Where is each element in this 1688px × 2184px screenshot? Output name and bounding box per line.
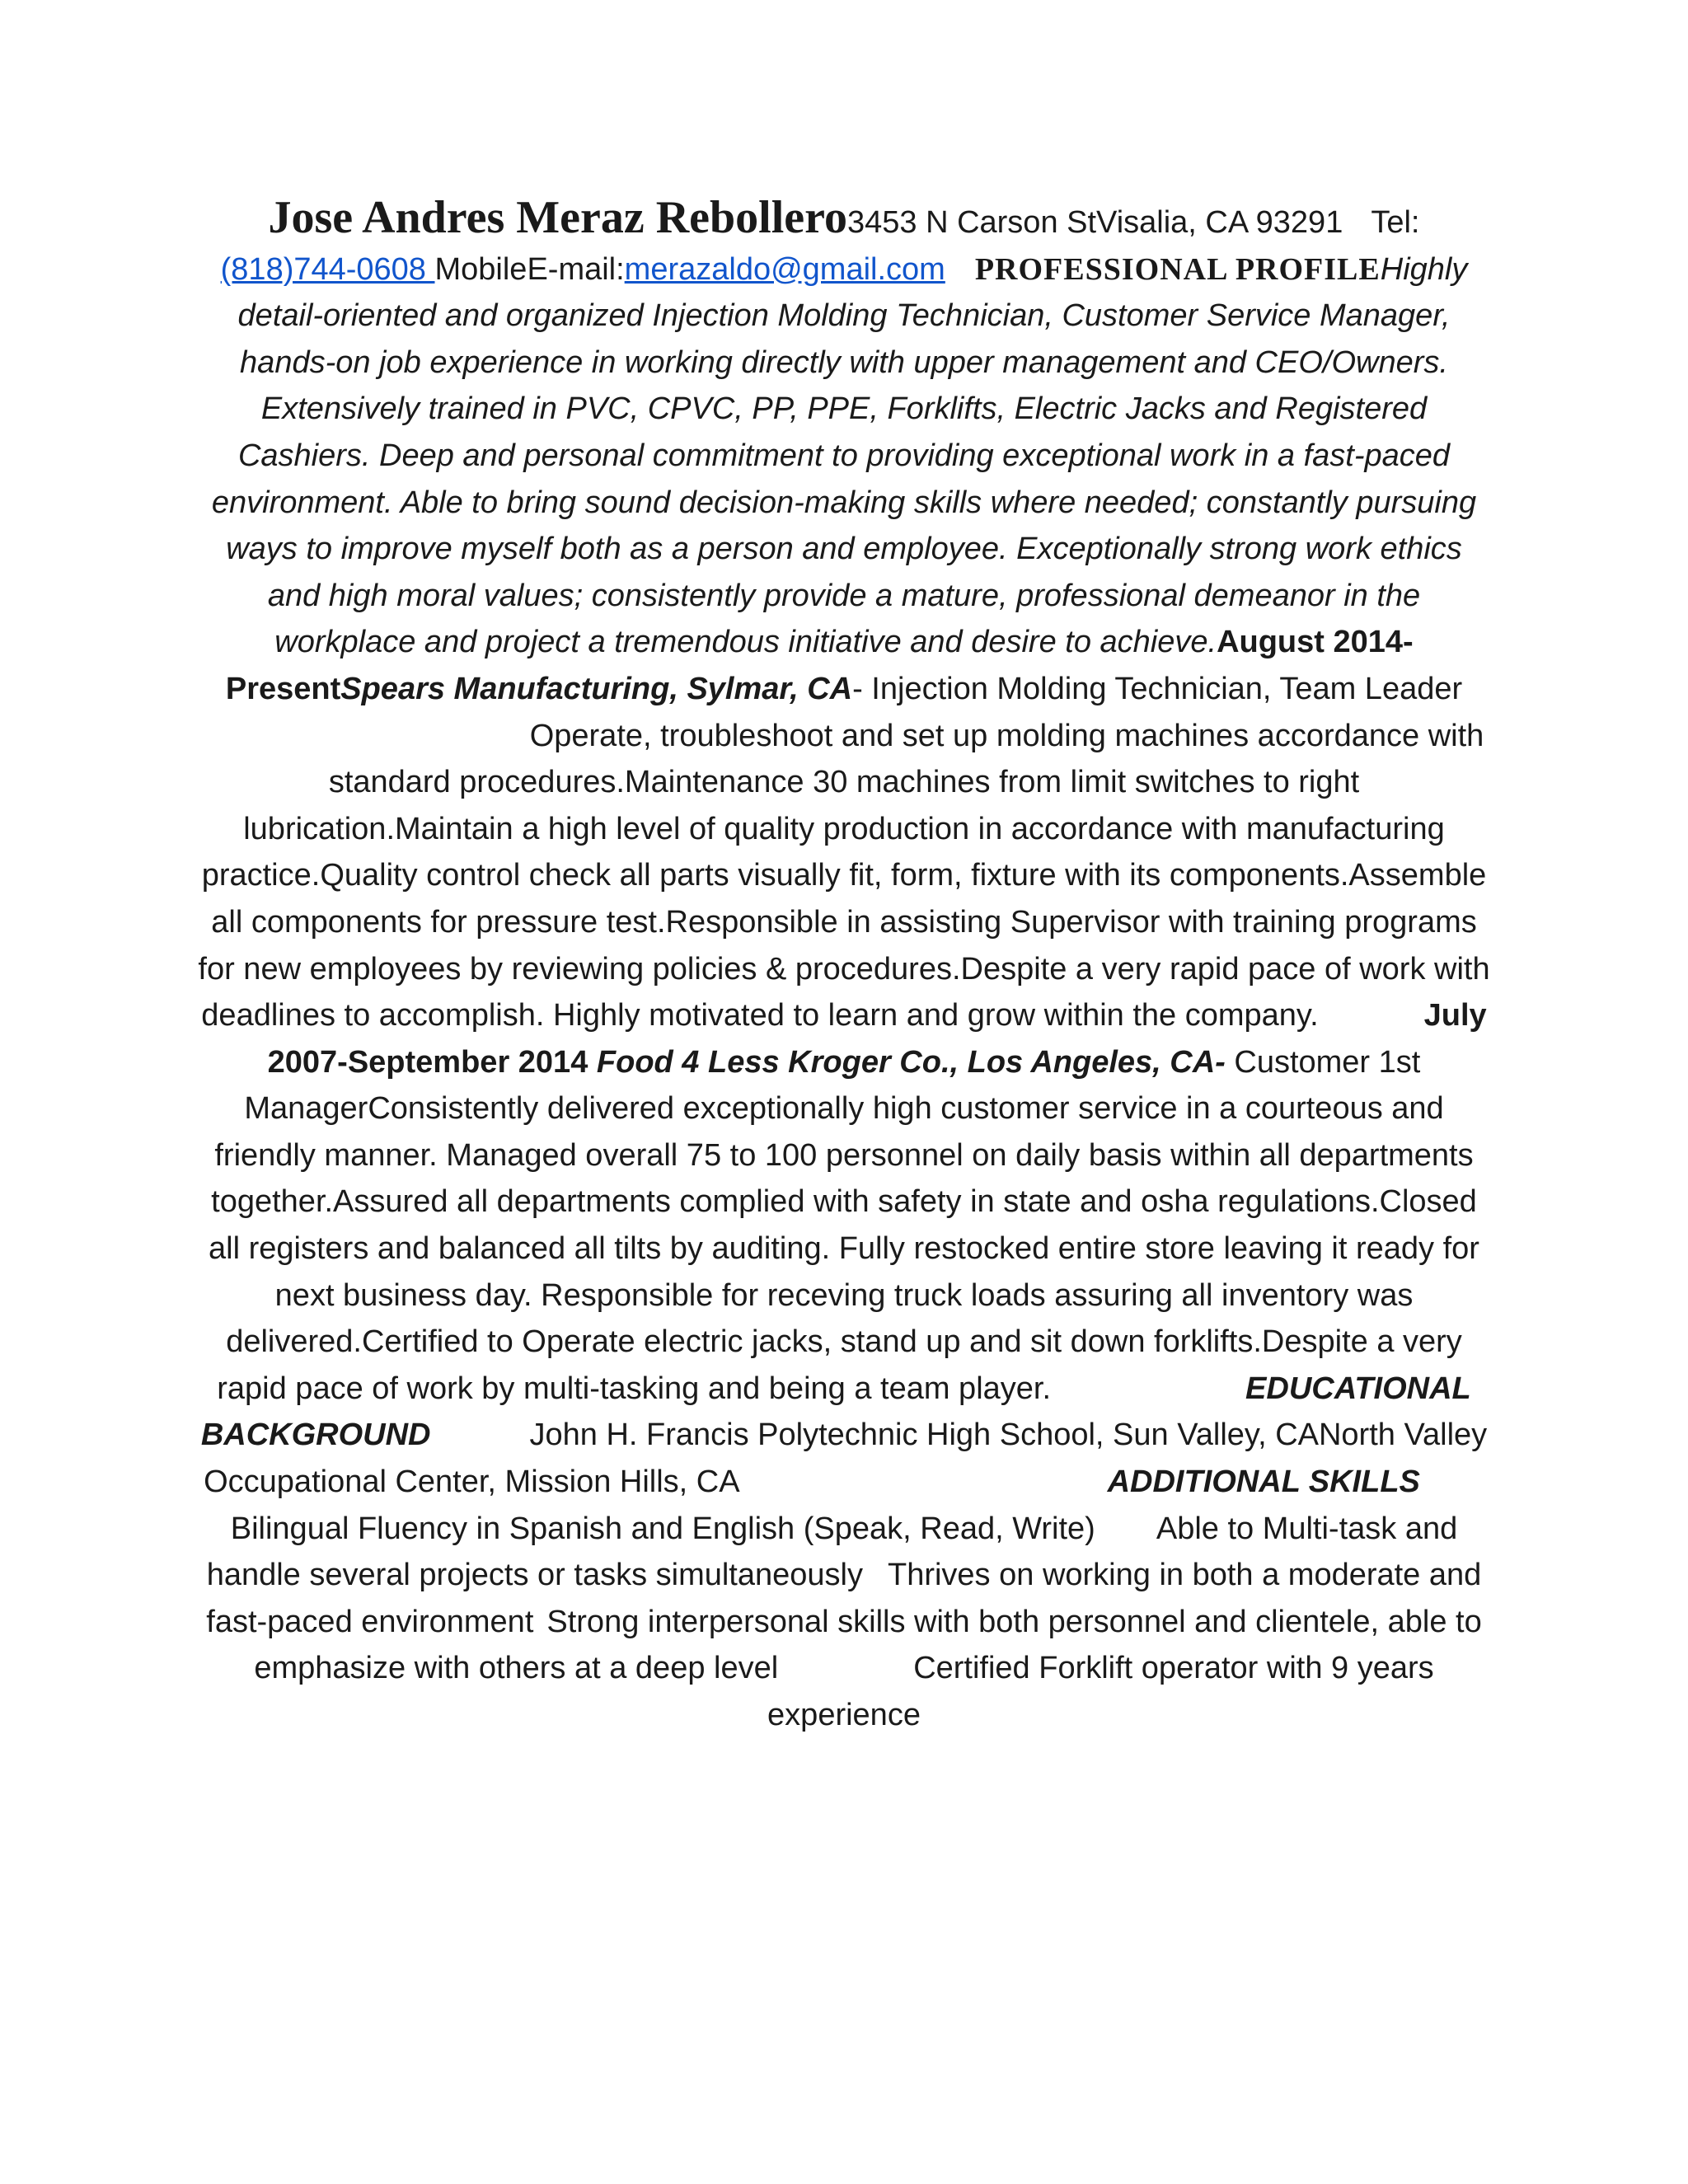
job-1-duties: Operate, troubleshoot and set up molding machines accordance with standard procedures.Maintenance 30 machines from limit switches to right lubrication.Maintain a high level of quality production in accordance with manufacturing practice.Quality control check all parts visually fit, form, fixture with its components.Assemble all components for pressure test.Responsible in assisting Supervisor with training programs for new employees by reviewing policies & procedures.Despite a very rapid pace of work with deadlines to accomplish. Highly motivated to learn and grow within the company. (198, 718, 1490, 1033)
job-1-dates: August 2014- Present (225, 625, 1414, 706)
resume-document (198, 194, 1490, 1739)
phone-suffix: MobileE-mail: (434, 251, 625, 287)
skill-item: Certified Forklift operator with 9 years experience (767, 1651, 1434, 1732)
job-1-company: Spears Manufacturing, Sylmar, CA (340, 671, 853, 706)
education-school-2: North Valley Occupational Center, Mission Hills, CA (204, 1418, 1488, 1500)
education-school-1: John H. Francis Polytechnic High School, Sun Valley, CA (529, 1418, 1319, 1453)
profile-text: Highly detail-oriented and organized Injection Molding Technician, Customer Service Manager, hands-on job experience in working directly with upper management and CEO/Owners. Extensively trained in PVC, CPVC, PP, PPE, Forklifts, Electric Jacks and Registered Cashiers. Deep and personal commitment to providing exceptional work in a fast-paced environment. Able to bring sound decision-making skills where needed; constantly pursuing ways to improve myself both as a person and employee. Exceptionally strong work ethics and high moral values; consistently provide a mature, professional demeanor in the workplace and project a tremendous initiative and desire to achieve. (211, 251, 1477, 660)
tel-label: Tel: (1371, 205, 1420, 240)
skill-item: Bilingual Fluency in Spanish and English (Speak, Read, Write) (230, 1511, 1095, 1546)
skills-heading: ADDITIONAL SKILLS (1107, 1465, 1420, 1500)
profile-heading: PROFESSIONAL PROFILE (974, 251, 1381, 287)
applicant-name: Jose Andres Meraz Rebollero (268, 192, 847, 243)
phone-link[interactable]: (818)744-0608 (220, 251, 435, 287)
email-link[interactable]: merazaldo@gmail.com (624, 251, 945, 287)
skill-item: Thrives on working in both a moderate and fast-paced environment (206, 1558, 1482, 1639)
job-1-role: - Injection Molding Technician, Team Leader (852, 671, 1463, 706)
job-2-dates: July 2007-September 2014 (267, 998, 1487, 1080)
education-heading: EDUCATIONAL BACKGROUND (200, 1371, 1471, 1453)
job-2-company: Food 4 Less Kroger Co., Los Angeles, CA- (596, 1044, 1226, 1080)
skill-item: Able to Multi-task and handle several projects or tasks simultaneously (206, 1511, 1458, 1593)
address: 3453 N Carson StVisalia, CA 93291 (846, 205, 1343, 240)
job-2-duties: Consistently delivered exceptionally high customer service in a courteous and friendly manner. Managed overall 75 to 100 personnel on daily basis within all departments together.Assured all departments complied with safety in state and osha regulations.Closed all registers and balanced all tilts by auditing. Fully restocked entire store leaving it ready for next business day. Responsible for receving truck loads assuring all inventory was delivered.Certified to Operate electric jacks, stand up and sit down forklifts.Despite a very rapid pace of work by multi-tasking and being a team player. (209, 1091, 1479, 1406)
skill-item: Strong interpersonal skills with both personnel and clientele, able to emphasize with others at a deep level (254, 1604, 1482, 1686)
job-2-role: Customer 1st Manager (244, 1044, 1421, 1127)
